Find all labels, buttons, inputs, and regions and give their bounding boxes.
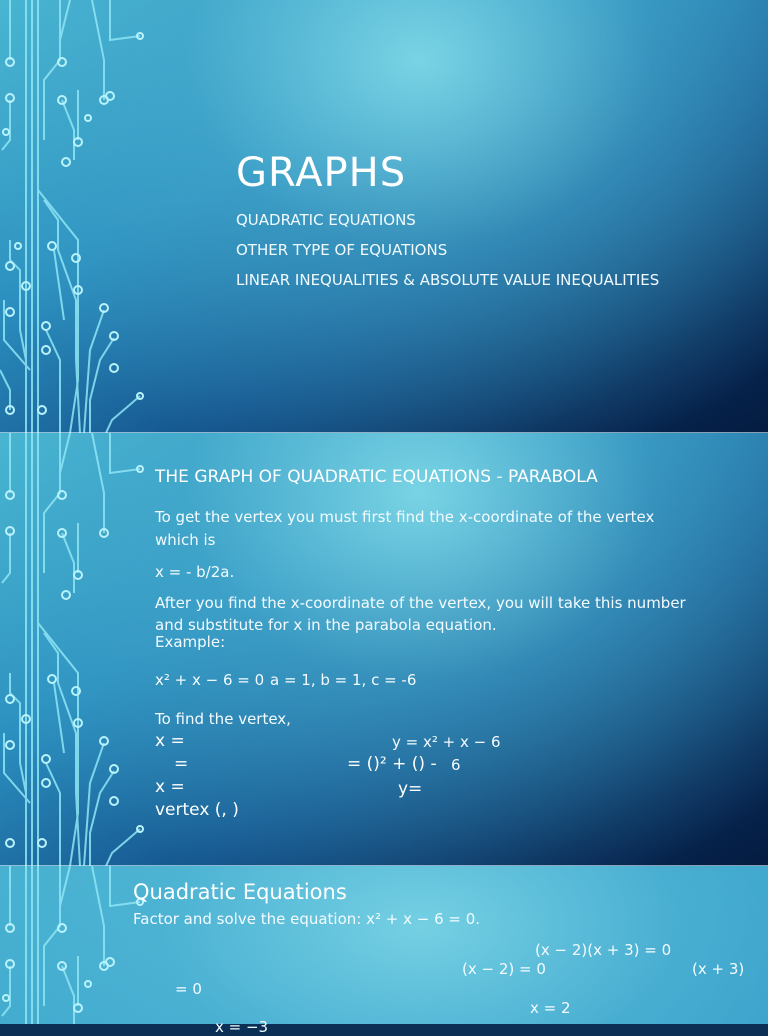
solution-two: x = −3	[215, 1018, 269, 1036]
circuit-decoration	[0, 433, 150, 866]
subtitle-other-equations: OTHER TYPE OF EQUATIONS	[236, 241, 448, 259]
coefficients: a = 1, b = 1, c = -6	[270, 671, 417, 689]
factored-equation: (x − 2)(x + 3) = 0	[535, 941, 672, 959]
presentation-title: GRAPHS	[236, 150, 407, 196]
vertex-formula: x = - b/2a.	[155, 563, 235, 581]
y-step-2: = ()² + () -	[347, 754, 437, 774]
left-factor: (x − 2) = 0	[462, 960, 546, 978]
right-factor: (x + 3)	[692, 960, 745, 978]
slide-title	[0, 0, 768, 433]
circuit-decoration	[0, 0, 150, 433]
y-step-2-constant: 6	[451, 756, 461, 774]
subtitle-quadratic: QUADRATIC EQUATIONS	[236, 211, 416, 229]
right-factor-zero: = 0	[175, 980, 202, 998]
paragraph-line: After you find the x-coordinate of the vertex, you will take this number	[155, 594, 686, 612]
find-vertex-label: To find the vertex,	[155, 710, 291, 728]
example-equation: x² + x − 6 = 0	[155, 671, 265, 689]
paragraph-line: and substitute for x in the parabola equation.	[155, 616, 497, 634]
y-step-1: y = x² + x − 6	[392, 733, 501, 751]
circuit-decoration	[0, 866, 150, 1024]
paragraph-line: which is	[155, 531, 216, 549]
y-step-3: y=	[398, 779, 423, 799]
x-step-1: x =	[155, 731, 185, 751]
subtitle-inequalities: LINEAR INEQUALITIES & ABSOLUTE VALUE INEQUALITIES	[236, 271, 660, 289]
solution-one: x = 2	[530, 999, 571, 1017]
vertex-result: vertex (, )	[155, 800, 239, 820]
instruction: Factor and solve the equation: x² + x − 6 = 0.	[133, 910, 481, 928]
x-step-3: x =	[155, 777, 185, 797]
slide-quadratic-equations	[0, 866, 768, 1036]
slide-heading: THE GRAPH OF QUADRATIC EQUATIONS - PARABOLA	[155, 467, 598, 487]
x-step-2: =	[174, 754, 189, 774]
example-label: Example:	[155, 633, 226, 651]
slide-parabola	[0, 433, 768, 866]
slide-heading: Quadratic Equations	[133, 880, 347, 904]
paragraph-line: To get the vertex you must first find the x-coordinate of the vertex	[155, 508, 655, 526]
